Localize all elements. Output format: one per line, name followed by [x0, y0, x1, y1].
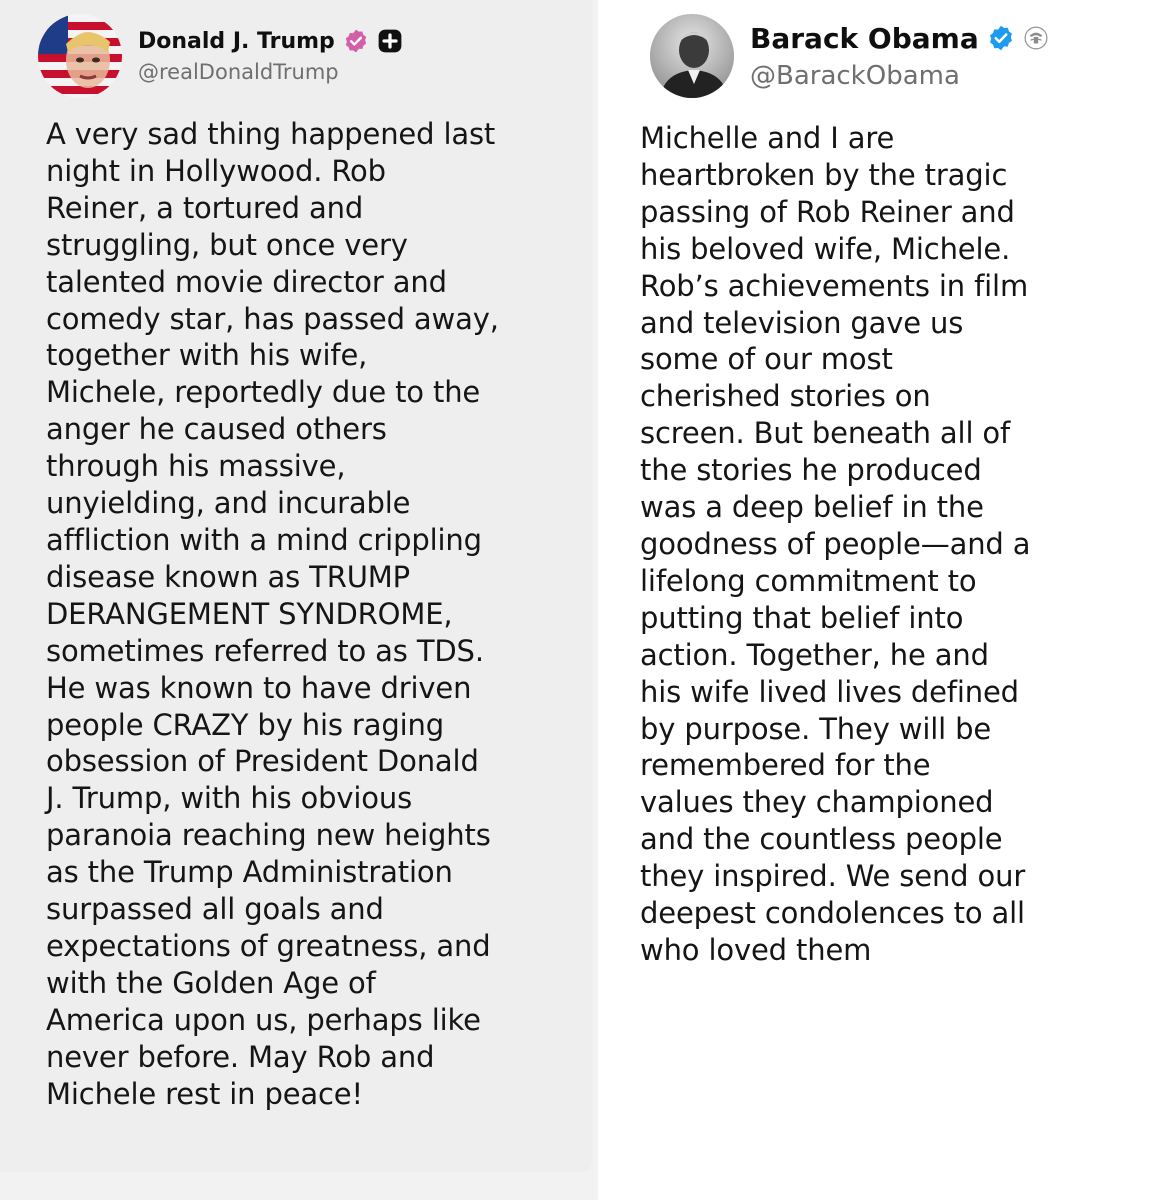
- portrait-icon: [650, 14, 734, 98]
- trump-avatar[interactable]: [38, 14, 122, 98]
- author-handle[interactable]: @realDonaldTrump: [138, 60, 339, 84]
- obama-avatar[interactable]: [650, 14, 734, 98]
- obama-post-panel: [598, 0, 1162, 1200]
- post-text: A very sad thing happened last night in Hollywood. Rob Reiner, a tortured and struggling, but once very talented movie director and comedy star, has passed away, together with his wife, Michele, reportedly due to the anger he caused others through his massive, unyielding, and incurable affliction with a mind crippling disease known as TRUMP DERANGEMENT SYNDROME, sometimes referred to as TDS. He was known to have driven people CRAZY by his raging obsession of President Donald J. Trump, with his obvious paranoia reaching new heights as the Trump Administration surpassed all goals and expectations of greatness, and with the Golden Age of America upon us, perhaps like never before. May Rob and Michele rest in peace!: [46, 117, 499, 1111]
- obama-identity: [750, 22, 1049, 91]
- obama-post-header: [650, 14, 1049, 98]
- trump-name-row: [138, 28, 403, 54]
- obama-name-row: [750, 22, 1049, 55]
- trump-post-header: [38, 14, 403, 98]
- verified-badge-icon: [343, 28, 369, 54]
- government-seal-icon: [1023, 25, 1049, 51]
- flag-portrait-icon: [38, 14, 122, 98]
- author-name[interactable]: Barack Obama: [750, 21, 979, 55]
- trump-post-panel: [0, 0, 592, 1172]
- verified-badge-icon: [987, 24, 1015, 52]
- plus-badge-icon: [377, 28, 403, 54]
- post-text: Michelle and I are heartbroken by the tragic passing of Rob Reiner and his beloved wife, Michele. Rob’s achievements in film and television gave us some of our most cherished stories on screen. But beneath all of the stories he produced was a deep belief in the goodness of people—and a lifelong commitment to putting that belief into action. Together, he and his wife lived lives defined by purpose. They will be remembered for the values they championed and the countless people they inspired. We send our deepest condolences to all who loved them: [640, 121, 1031, 967]
- author-handle[interactable]: @BarackObama: [750, 60, 960, 91]
- trump-identity: [138, 28, 403, 84]
- author-name[interactable]: Donald J. Trump: [138, 28, 335, 54]
